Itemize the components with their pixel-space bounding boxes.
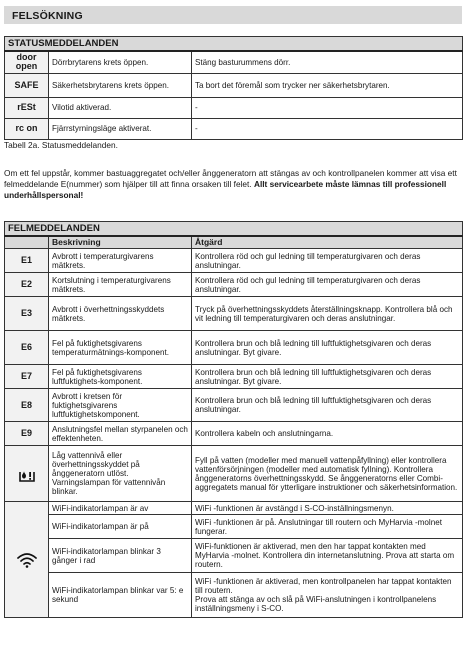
wifi-action: WiFi -funktionen är på. Anslutningar till routern och MyHarvia -molnet fungerar. — [192, 515, 463, 539]
error-description: Avbrott i kretsen för fuktighetsgivarens luftfuktighetskomponent. — [49, 389, 192, 422]
status-code: rc on — [5, 118, 49, 139]
wifi-description: WiFi-indikatorlampan blinkar var 5: e sekund — [49, 573, 192, 618]
status-action: Ta bort det föremål som trycker ner säkerhetsbrytaren. — [192, 73, 463, 97]
status-code: SAFE — [5, 73, 49, 97]
table-row — [5, 97, 463, 118]
error-description: Kortslutning i temperaturgivarens mätkrets. — [49, 273, 192, 297]
error-action: Tryck på överhettningsskyddets återställningsknapp. Kontrollera blå och vit ledning till temperaturgivaren och deras anslutningar. — [192, 297, 463, 331]
error-action: Kontrollera brun och blå ledning till luftfuktighetsgivaren och deras anslutningar. — [192, 389, 463, 422]
table-caption: Tabell 2a. Statusmeddelanden. — [4, 140, 118, 150]
status-description: Vilotid aktiverad. — [49, 97, 192, 118]
table-row — [5, 118, 463, 139]
table-row — [5, 249, 463, 273]
wifi-description: WiFi-indikatorlampan blinkar 3 gånger i rad — [49, 539, 192, 573]
status-description: Säkerhetsbrytarens krets öppen. — [49, 73, 192, 97]
table-row — [5, 573, 463, 618]
wifi-icon — [5, 502, 49, 618]
paragraph-text: Om ett fel uppstår, kommer bastuaggregatet och/eller ånggeneratorn att stängas av och kontrollpanelen kommer att visa ett felmeddelande E(nummer) som hjälper till att finna orsaken till felet. — [4, 168, 457, 189]
error-code: E7 — [5, 365, 49, 389]
error-table-title: FELMEDDELANDEN — [5, 222, 463, 237]
status-code: door open — [5, 51, 49, 73]
error-action: Kontrollera brun och blå ledning till luftfuktighetsgivaren och deras anslutningar. Byt givare. — [192, 331, 463, 365]
error-messages-table — [4, 221, 463, 618]
wifi-description: WiFi-indikatorlampan är av — [49, 502, 192, 515]
error-action: Kontrollera röd och gul ledning till temperaturgivaren och deras anslutningar. — [192, 273, 463, 297]
column-header-description: Beskrivning — [49, 236, 192, 249]
table-row — [5, 389, 463, 422]
section-title: FELSÖKNING — [4, 6, 462, 24]
error-description: Avbrott i temperaturgivarens mätkrets. — [49, 249, 192, 273]
error-code: E3 — [5, 297, 49, 331]
error-action: Kontrollera kabeln och anslutningarna. — [192, 422, 463, 446]
status-code: rESt — [5, 97, 49, 118]
error-action: Fyll på vatten (modeller med manuell vattenpåfyllning) eller kontrollera vattenförsörjningen (modeller med automatisk fyllning). Kontrollera ånggeneratorns överhettningsskydd. Se ånggeneratorns eller Combi-aggregatets manual för ytterligare instruktioner och säkerhetsinformation. — [192, 446, 463, 502]
status-table-title: STATUSMEDDELANDEN — [5, 37, 463, 52]
wifi-action: WiFi -funktionen är aktiverad, men kontrollpanelen har tappat kontakten till routern. Prova att stänga av och slå på WiFi-anslutningen i kontrollpanelens inställningsmeny i S-CO. — [192, 573, 463, 618]
error-code: E2 — [5, 273, 49, 297]
table-row — [5, 446, 463, 502]
error-action: Kontrollera röd och gul ledning till temperaturgivaren och deras anslutningar. — [192, 249, 463, 273]
header-blank-cell — [5, 236, 49, 249]
error-action: Kontrollera brun och blå ledning till luftfuktighetsgivaren och deras anslutningar. Byt givare. — [192, 365, 463, 389]
table-row — [5, 515, 463, 539]
table-row — [5, 539, 463, 573]
error-description: Avbrott i överhettningsskyddets mätkrets. — [49, 297, 192, 331]
error-code: E6 — [5, 331, 49, 365]
status-description: Dörrbrytarens krets öppen. — [49, 51, 192, 73]
column-header-action: Åtgärd — [192, 236, 463, 249]
paragraph-warning: Allt servicearbete måste lämnas till professionell underhållspersonal! — [4, 179, 447, 200]
table-row — [5, 73, 463, 97]
wifi-description: WiFi-indikatorlampan är på — [49, 515, 192, 539]
table-row — [5, 297, 463, 331]
table-row — [5, 365, 463, 389]
error-code: E1 — [5, 249, 49, 273]
table-row — [5, 422, 463, 446]
water-level-icon — [5, 446, 49, 502]
status-action: - — [192, 97, 463, 118]
status-messages-table — [4, 36, 463, 140]
error-code: E9 — [5, 422, 49, 446]
table-row — [5, 51, 463, 73]
wifi-action: WiFi-funktionen är aktiverad, men den har tappat kontakten med MyHarvia -molnet. Kontrollera din internetanslutning. Prova att starta om routern. — [192, 539, 463, 573]
error-description: Låg vattennivå eller överhettningsskyddet på ånggeneratorn utlöst. Varningslampan för vattennivån blinkar. — [49, 446, 192, 502]
table-row — [5, 502, 463, 515]
error-code: E8 — [5, 389, 49, 422]
error-description: Fel på fuktighetsgivarens temperaturmätnings-komponent. — [49, 331, 192, 365]
table-row — [5, 331, 463, 365]
error-description: Fel på fuktighetsgivarens luftfuktighets-komponent. — [49, 365, 192, 389]
table-header-row — [5, 236, 463, 249]
error-description: Anslutningsfel mellan styrpanelen och effektenheten. — [49, 422, 192, 446]
status-action: Stäng basturummens dörr. — [192, 51, 463, 73]
table-row — [5, 273, 463, 297]
status-description: Fjärrstyrningsläge aktiverat. — [49, 118, 192, 139]
intro-paragraph — [4, 168, 462, 201]
status-action: - — [192, 118, 463, 139]
wifi-action: WiFi -funktionen är avstängd i S-CO-inställningsmenyn. — [192, 502, 463, 515]
